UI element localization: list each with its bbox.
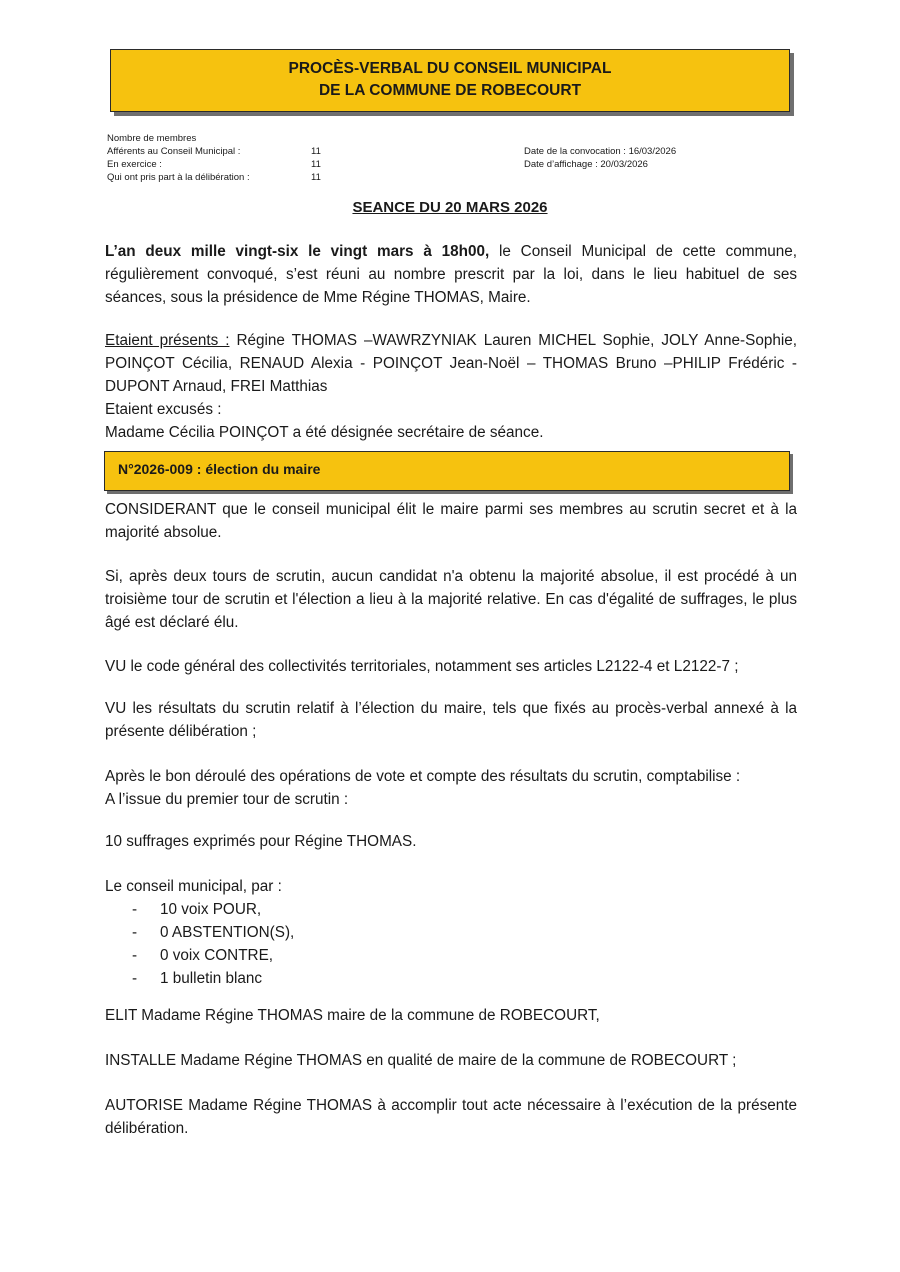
elit-paragraph [105, 1004, 797, 1027]
considerant-paragraph [105, 498, 797, 544]
vote-item-pour: - 10 voix POUR, [105, 898, 797, 921]
intro-rest: le Conseil Municipal de cette commune, régulièrement convoqué, s’est réuni au nombre prescrit par la loi, dans le lieu habituel de ses séances, sous la présidence de Mme Régine THOMAS, Maire. [105, 243, 797, 306]
title-line-1: PROCÈS-VERBAL DU CONSEIL MUNICIPAL [288, 60, 612, 77]
conseil-par-text: Le conseil municipal, par : [105, 878, 282, 895]
tours-paragraph [105, 565, 797, 634]
affichage-date: Date d’affichage : 20/03/2026 [524, 159, 648, 170]
dates-block [524, 145, 676, 171]
label-part: Qui ont pris part à la délibération : [107, 172, 250, 183]
section-title-box [104, 451, 790, 491]
label-members: Nombre de membres [107, 133, 197, 144]
considerant-text: CONSIDERANT que le conseil municipal élit le maire parmi ses membres au scrutin secret et à la majorité absolue. [105, 501, 797, 541]
intro-bold: L’an deux mille vingt-six le vingt mars à 18h00, [105, 243, 490, 260]
value-part: 11 [311, 172, 321, 183]
elit-text: ELIT Madame Régine THOMAS maire de la commune de ROBECOURT, [105, 1007, 600, 1024]
intro-paragraph [105, 240, 797, 309]
vu-resultats-paragraph [105, 697, 797, 743]
vu-resultats-text: VU les résultats du scrutin relatif à l’élection du maire, tels que fixés au procès-verbal annexé à la présente délibération ; [105, 700, 797, 740]
seance-title: SEANCE DU 20 MARS 2026 [352, 199, 548, 216]
autorise-text: AUTORISE Madame Régine THOMAS à accomplir tout acte nécessaire à l’exécution de la présente délibération. [105, 1097, 797, 1137]
vote-block [105, 875, 797, 990]
value-exercice: 11 [311, 159, 321, 170]
section-title: N°2026-009 : élection du maire [118, 461, 321, 477]
installe-text: INSTALLE Madame Régine THOMAS en qualité de maire de la commune de ROBECOURT ; [105, 1052, 737, 1069]
title-line-2: DE LA COMMUNE DE ROBECOURT [318, 82, 582, 99]
apres-line-2: A l’issue du premier tour de scrutin : [105, 791, 349, 808]
value-afferents: 11 [311, 146, 321, 157]
tours-text: Si, après deux tours de scrutin, aucun candidat n'a obtenu la majorité absolue, il est procédé à un troisième tour de scrutin et l'élection a lieu à la majorité relative. En cas d'égalité de suffrages, le plus âgé est déclaré élu. [105, 568, 797, 631]
presence-block [105, 329, 797, 444]
convocation-date: Date de la convocation : 16/03/2026 [524, 146, 677, 157]
installe-paragraph [105, 1049, 797, 1072]
document-title-box [110, 49, 790, 112]
vote-item-blanc: - 1 bulletin blanc [105, 967, 797, 990]
vote-item-abstention: - 0 ABSTENTION(S), [105, 921, 797, 944]
label-afferents: Afférents au Conseil Municipal : [107, 146, 241, 157]
vu-code-paragraph [105, 655, 797, 678]
secretary-line: Madame Cécilia POINÇOT a été désignée secrétaire de séance. [105, 424, 544, 441]
suffrages-paragraph [105, 830, 797, 853]
vote-item-contre: - 0 voix CONTRE, [105, 944, 797, 967]
present-label: Etaient présents : [105, 332, 230, 349]
members-values [311, 145, 321, 184]
vote-list [105, 898, 797, 990]
apres-paragraph [105, 765, 797, 811]
apres-line-1: Après le bon déroulé des opérations de vote et compte des résultats du scrutin, comptabilise : [105, 768, 741, 785]
label-exercice: En exercice : [107, 159, 162, 170]
excused-line: Etaient excusés : [105, 401, 222, 418]
suffrages-text: 10 suffrages exprimés pour Régine THOMAS. [105, 833, 417, 850]
vu-code-text: VU le code général des collectivités territoriales, notamment ses articles L2122-4 et L2122-7 ; [105, 658, 739, 675]
autorise-paragraph [105, 1094, 797, 1140]
members-labels [107, 132, 250, 184]
present-names: Régine THOMAS –WAWRZYNIAK Lauren MICHEL Sophie, JOLY Anne-Sophie, POINÇOT Cécilia, RENAUD Alexia - POINÇOT Jean-Noël – THOMAS Bruno –PHILIP Frédéric - DUPONT Arnaud, FREI Matthias [105, 332, 798, 395]
